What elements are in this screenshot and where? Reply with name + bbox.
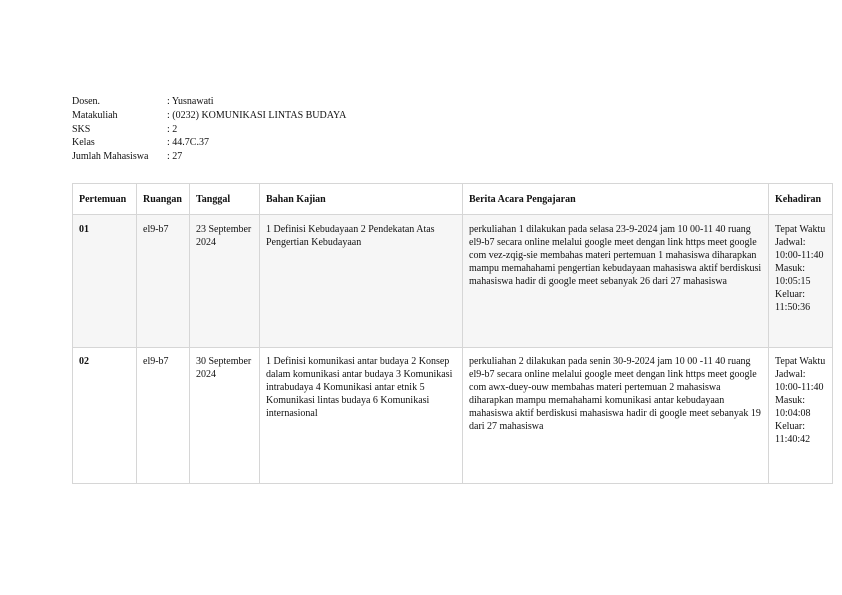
jumlah-label: Jumlah Mahasiswa [72,151,149,163]
header-ruangan: Ruangan [137,184,190,215]
info-row-jumlah [72,150,346,164]
sks-label: SKS [72,123,91,135]
kelas-value: : 44.7C.37 [167,137,209,149]
info-row-matakuliah [72,109,346,123]
cell-kehadiran [769,215,833,348]
jumlah-value: : 27 [167,151,183,163]
cell-bahan-kajian: 1 Definisi Kebudayaan 2 Pendekatan Atas Pengertian Kebudayaan [260,215,463,348]
info-row-sks [72,123,346,137]
kehadiran-keluar: Keluar: 11:50:36 [775,289,811,313]
info-row-dosen [72,95,346,109]
cell-berita-acara: perkuliahan 2 dilakukan pada senin 30-9-2024 jam 10 00 -11 40 ruang el9-b7 secara online melalui google meet dengan link https meet google com awx-duey-ouw membahas materi pertemuan 2 mahasiswa diharapkan mampu memahahami komunikasi antar kebudayaan mahasiswa aktif berdiskusi mahasiswa hadir di google meet sebanyak 19 dari 27 mahasiswa [463,348,769,484]
header-bahan-kajian: Bahan Kajian [260,184,463,215]
kelas-label: Kelas [72,137,95,149]
kehadiran-jadwal: Jadwal: 10:00-11:40 [775,237,824,261]
table-header-row [73,184,833,215]
kehadiran-jadwal: Jadwal: 10:00-11:40 [775,369,824,393]
attendance-table [72,183,833,484]
dosen-value: : Yusnawati [167,96,214,107]
matakuliah-label: Matakuliah [72,109,118,121]
kehadiran-status: Tepat Waktu [775,356,826,367]
kehadiran-masuk: Masuk: 10:04:08 [775,395,811,419]
cell-bahan-kajian: 1 Definisi komunikasi antar budaya 2 Konsep dalam komunikasi antar budaya 3 Komunikasi intrabudaya 4 Komunikasi antar etnik 5 Komunikasi lintas budaya 6 Komunikasi internasional [260,348,463,484]
sks-value: : 2 [167,123,178,135]
header-berita-acara: Berita Acara Pengajaran [463,184,769,215]
kehadiran-keluar: Keluar: 11:40:42 [775,421,811,445]
cell-ruangan: el9-b7 [137,348,190,484]
info-row-kelas [72,136,346,150]
cell-berita-acara: perkuliahan 1 dilakukan pada selasa 23-9-2024 jam 10 00-11 40 ruang el9-b7 secara online melalui google meet dengan link https meet google com vez-zqig-sie membahas materi pertemuan 1 mahasiswa diharapkan mampu memahahami pengertian kebudayaan mahasiswa aktif berdiskusi mahasiswa hadir di google meet sebanyak 26 dari 27 mahasiswa [463,215,769,348]
cell-tanggal: 30 September 2024 [190,348,260,484]
cell-pertemuan: 02 [73,348,137,484]
cell-pertemuan: 01 [73,215,137,348]
matakuliah-value: : (0232) KOMUNIKASI LINTAS BUDAYA [167,109,347,121]
cell-ruangan: el9-b7 [137,215,190,348]
header-tanggal: Tanggal [190,184,260,215]
header-kehadiran: Kehadiran [769,184,833,215]
kehadiran-masuk: Masuk: 10:05:15 [775,263,811,287]
table-row [73,215,833,348]
cell-tanggal: 23 September 2024 [190,215,260,348]
cell-kehadiran [769,348,833,484]
kehadiran-status: Tepat Waktu [775,224,826,235]
table-row [73,348,833,484]
dosen-label: Dosen. [72,96,101,107]
header-pertemuan: Pertemuan [73,184,137,215]
course-info [72,95,346,164]
